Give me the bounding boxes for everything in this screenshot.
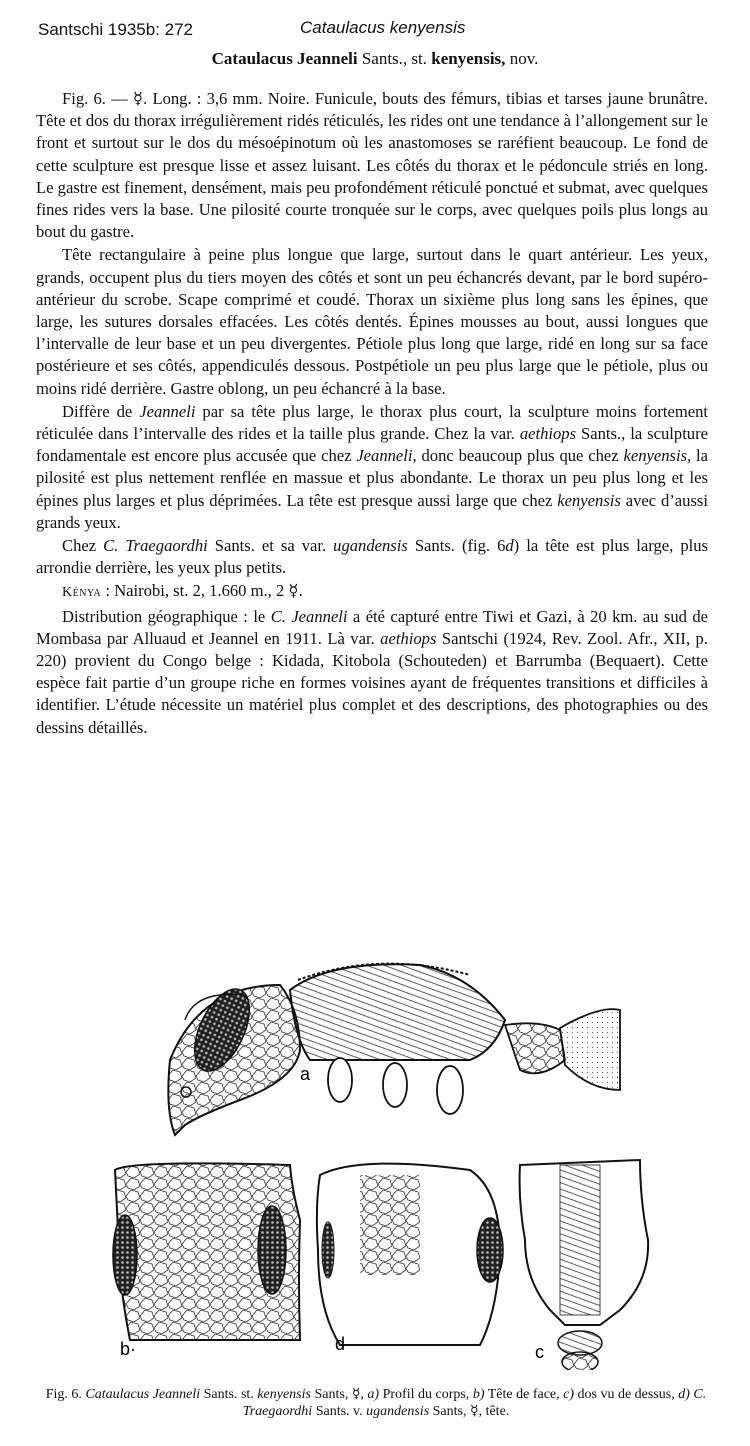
text-run: Chez [62,536,104,556]
caption-run: Fig. 6. [45,1387,86,1402]
paragraph-locality [36,580,708,604]
text-run: par sa tête plus large, le thorax plus court, la sculpture moins fortement réticulée dans l’intervalle des rides et la taille plus grande. Chez la var. [36,401,708,444]
taxon-italic: aethiops [380,628,437,648]
body-text [36,88,708,740]
caption-run: Sants. v. [312,1404,367,1419]
taxon-italic: kenyensis [557,490,621,510]
caption-italic: kenyensis [257,1387,311,1402]
figure-d-head [317,1164,503,1354]
caption-italic: a) [367,1387,380,1402]
text-run: Sants. (fig. 6 [407,536,506,556]
caption-italic: c) [563,1387,575,1402]
taxon-italic: ugandensis [333,536,408,556]
citation-header: Santschi 1935b: 272 [38,20,194,39]
text-run: Santschi (1924, Rev. Zool. Afr., XII, p. 220) provient du Congo belge : Kidada, Kitobola (Schouteden) et Barrumba (Bequaert). Cette espèce fait partie d’un groupe riche en formes voisines ayant de fréquentes transitions et difficiles à identifier. L’étude nécessite un matériel plus complet et des descriptions, des photographies ou des dessins détaillés. [36,628,708,737]
taxon-header: Cataulacus kenyensis [300,18,466,37]
text-run: Distribution géographique : le [62,606,271,626]
figure-b-head-front [113,1163,300,1359]
text-run: la pilosité est plus nettement renflée en massue et plus abondante. Le thorax un peu plus long et les épines plus larges et plus déprimées. La tête est presque aussi large que chez [36,446,709,510]
caption-italic: d) C. Traegaordhi [242,1387,707,1419]
caption-run: Tête de face, [484,1387,564,1402]
text-run: Diffère de [62,401,140,421]
caption-run: Sants. st. [200,1387,258,1402]
label-c: c [535,1342,544,1362]
text-run: Sants. et sa var. [207,536,334,556]
title-status: nov. [509,49,539,68]
figure-a-profile [168,964,620,1135]
paragraph-description: Fig. 6. — ☿. Long. : 3,6 mm. Noire. Funicule, bouts des fémurs, tibias et tarses jaune brunâtre. Tête et dos du thorax irrégulièrement ridés réticulés, les rides ont une tendance à l’allongement sur le front et surtout sur le dos du mésoépinotum où les anastomoses se raréfient beaucoup. Le fond de cette sculpture est presque lisse et assez luisant. Les côtés du thorax et le pédoncule striés en long. Le gastre est finement, densément, mais peu profondément réticulé ponctué et submat, avec quelques fines rides vers la base. Une pilosité courte tronquée sur le corps, avec quelques poils plus longs au bout du gastre. [36,89,708,242]
fig-letter: d [505,536,514,556]
species-title [0,49,750,69]
caption-run: Profil du corps, [379,1387,473,1402]
caption-italic: ugandensis [366,1404,430,1419]
label-b: b· [120,1339,137,1359]
paragraph-morphology: Tête rectangulaire à peine plus longue que large, surtout dans le quart antérieur. Les yeux, grands, occupent plus du tiers moyen des côtés et sont un peu échancrés devant, par le bord supéro-antérieur du scrobe. Scape comprimé et coudé. Thorax un sixième plus long sans les épines, que large, les sutures dorsales effacées. Les côtés dentés. Épines mousses au bout, aussi longues que l’intervalle de leur base et un peu divergentes. Pétiole plus long que large, ridé en long sur sa face postérieure et ses côtés, appendiculés dessous. Postpétiole un peu plus large que le pétiole, plus ou moins ridé derrière. Gastre oblong, un peu échancré à la base. [36,245,708,398]
text-run: avec d’aussi grands yeux. [36,490,708,532]
taxon-italic: Jeanneli, [356,446,417,466]
ant-figure [0,950,750,1370]
text-run: ) la tête est plus large, plus arrondie derrière, les yeux plus petits. [36,536,708,578]
taxon-italic: C. Jeanneli [270,606,348,626]
title-subspecies: kenyensis, [431,49,506,68]
label-a: a [300,1064,311,1084]
title-rank: st. [411,49,428,68]
paragraph-comparison [36,401,708,534]
taxon-italic: C. Traegaordhi [103,536,208,556]
text-run: a été capturé entre Tiwi et Gazi, à 20 km. au sud de Mombasa par Alluaud et Jeannel en 1911. Là var. [36,606,708,648]
figure-caption [38,1386,714,1420]
paragraph-distribution [36,606,708,739]
taxon-italic: kenyensis, [623,446,692,466]
text-run: : Nairobi, st. 2, 1.660 m., 2 ☿. [101,581,303,601]
text-run: donc beaucoup plus que chez [416,446,624,466]
figure-c-dorsal [520,1160,649,1370]
caption-run: Sants, ☿, tête. [429,1404,510,1419]
taxon-italic: Jeanneli [139,401,196,421]
country-name: Kénya [62,585,102,601]
title-author: Sants., [361,49,408,68]
label-d: d [335,1334,346,1354]
caption-italic: b) [472,1387,485,1402]
caption-run: Sants, ☿, [310,1387,368,1402]
title-name: Cataulacus Jeanneli [211,49,358,68]
paragraph-traegaordhi [36,535,708,579]
caption-italic: Cataulacus Jeanneli [85,1387,201,1402]
text-run: Sants., la sculpture fondamentale est encore plus accusée que chez [36,424,708,466]
caption-run: dos vu de dessus, [574,1387,679,1402]
taxon-italic: aethiops [519,424,577,444]
